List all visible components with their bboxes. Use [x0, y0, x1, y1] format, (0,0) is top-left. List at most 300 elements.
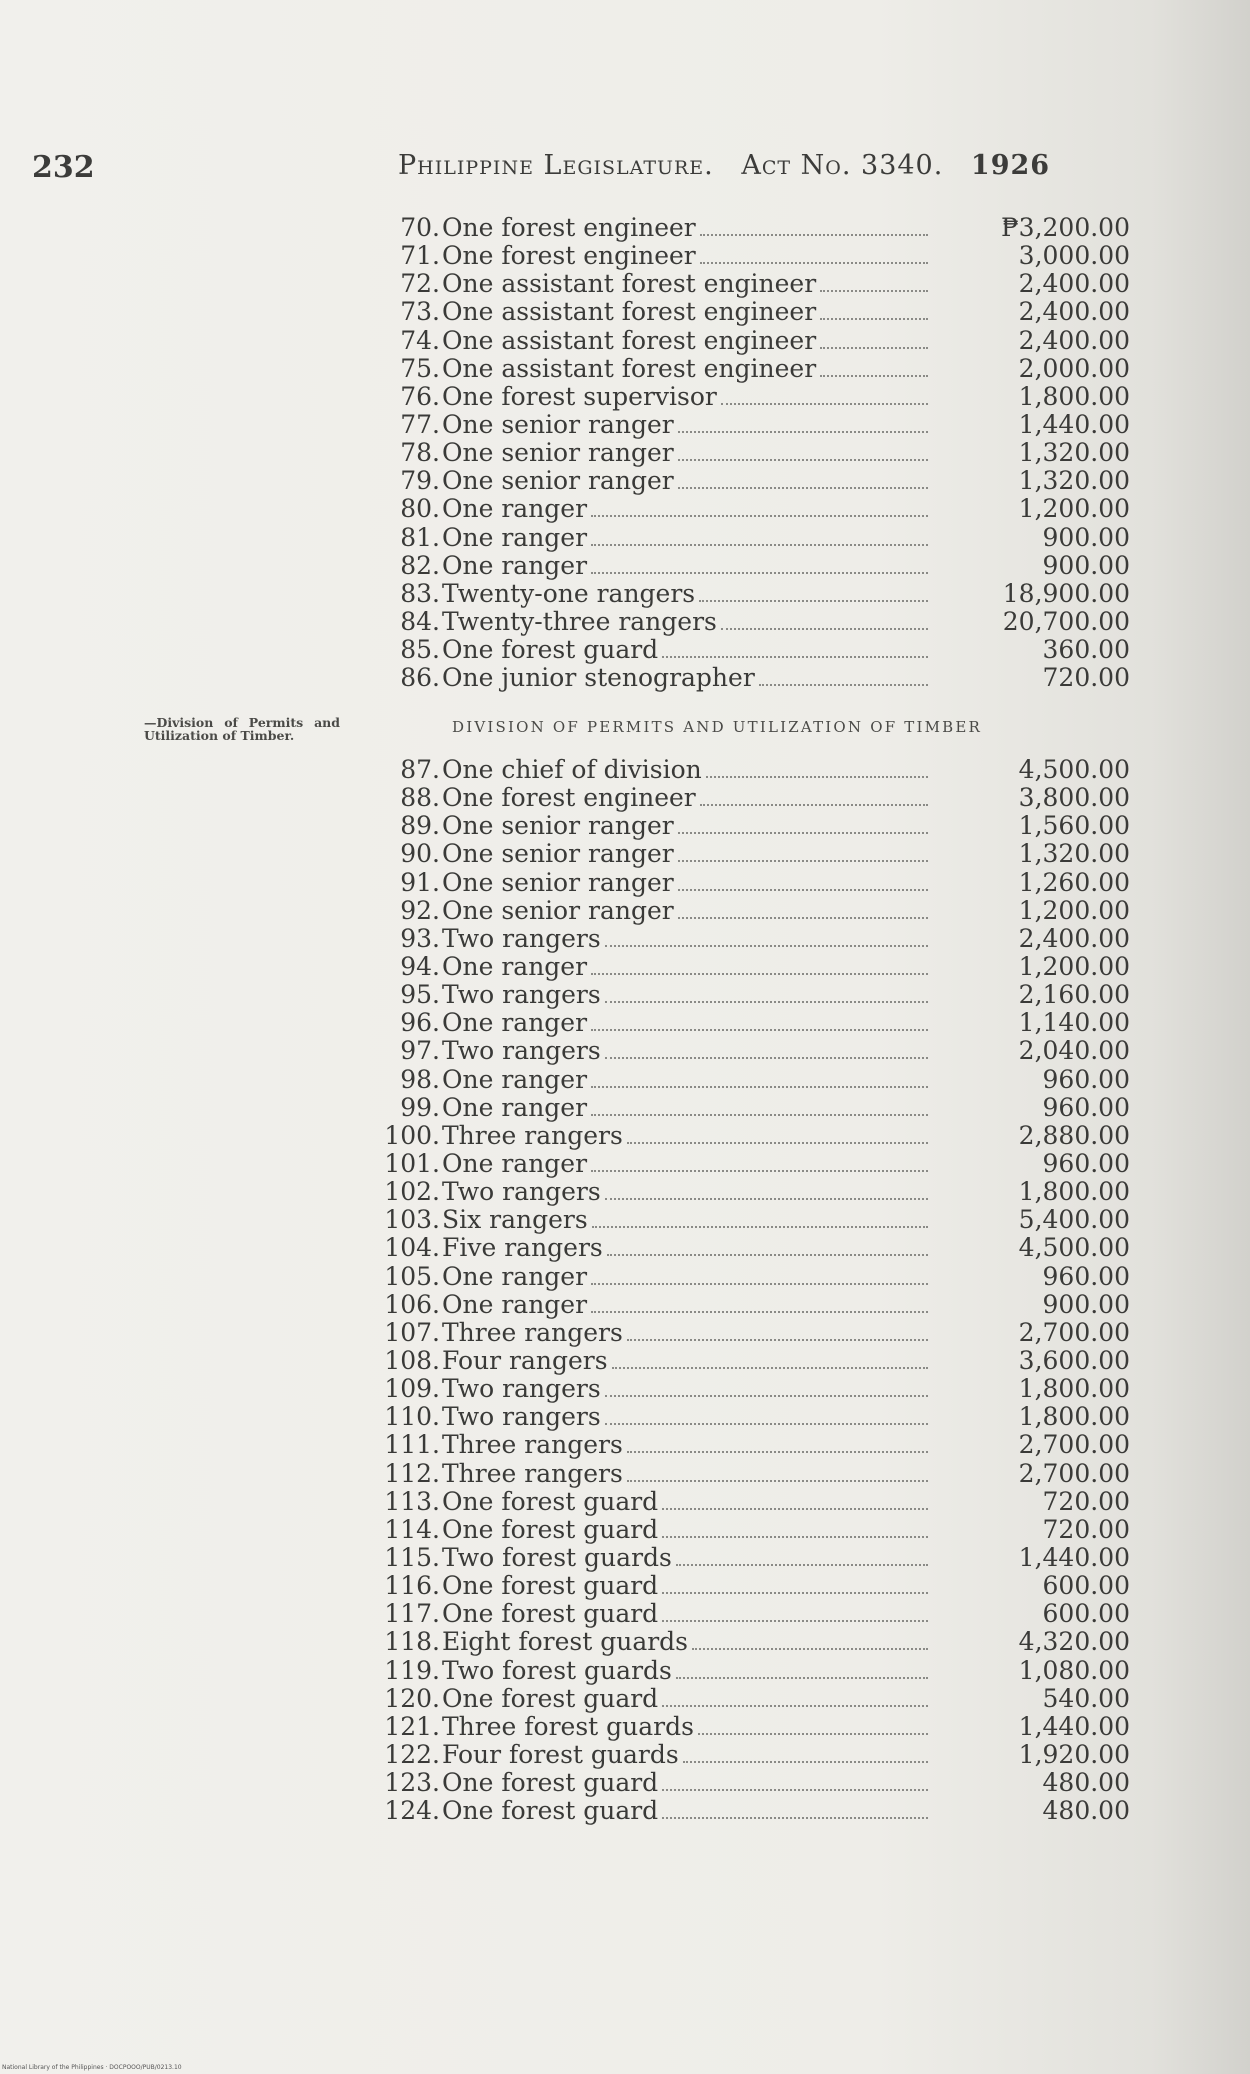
- item-amount: 2,400.00: [1018, 269, 1130, 299]
- item-number: 83.: [400, 578, 440, 608]
- item-number: 120.: [384, 1683, 440, 1713]
- item-amount: 2,400.00: [1018, 325, 1130, 355]
- item-description: Two rangers: [442, 1375, 601, 1404]
- item-amount: 1,800.00: [1018, 1177, 1130, 1207]
- item-description: One assistant forest engineer: [442, 326, 817, 355]
- dot-leader: [591, 1029, 928, 1031]
- item-amount: 600.00: [1042, 1571, 1130, 1601]
- item-description: Three rangers: [442, 1431, 623, 1460]
- item-description-wrapper: [442, 1009, 932, 1037]
- item-description-wrapper: [442, 756, 932, 784]
- running-head-act: Act No. 3340.: [741, 150, 944, 181]
- item-description-wrapper: [442, 1544, 932, 1572]
- item-description: Six rangers: [442, 1206, 588, 1235]
- dot-leader: [759, 684, 928, 686]
- item-number: 112.: [384, 1458, 440, 1488]
- dot-leader: [607, 1254, 928, 1256]
- item-description: One forest guard: [442, 1515, 659, 1544]
- item-description-wrapper: [442, 524, 932, 552]
- item-description-wrapper: [442, 1263, 932, 1291]
- dot-leader: [591, 515, 928, 517]
- item-number: 94.: [400, 951, 440, 981]
- item-amount: 900.00: [1042, 550, 1130, 580]
- item-number: 102.: [384, 1177, 440, 1207]
- list-item: [370, 1769, 1130, 1797]
- item-amount: 2,160.00: [1018, 980, 1130, 1010]
- item-description: One ranger: [442, 1290, 588, 1319]
- running-head-title: Philippine Legislature.: [398, 150, 714, 181]
- appropriation-list-permits-division: [370, 756, 1130, 1825]
- item-description: Two forest guards: [442, 1656, 672, 1685]
- list-item: [370, 467, 1130, 495]
- dot-leader: [662, 1508, 928, 1510]
- item-number: 72.: [400, 269, 440, 299]
- dot-leader: [820, 290, 928, 292]
- item-description-wrapper: [442, 298, 932, 326]
- item-description: One senior ranger: [442, 868, 674, 897]
- dot-leader: [605, 1198, 928, 1200]
- item-number: 107.: [384, 1317, 440, 1347]
- item-amount: 18,900.00: [1002, 578, 1130, 608]
- item-amount: 2,880.00: [1018, 1120, 1130, 1150]
- item-amount: ₱3,200.00: [1001, 213, 1130, 242]
- item-description: One forest guard: [442, 1600, 659, 1629]
- dot-leader: [721, 403, 928, 405]
- dot-leader: [700, 262, 928, 264]
- dot-leader: [605, 1423, 928, 1425]
- item-description-wrapper: [442, 1066, 932, 1094]
- item-amount: 2,700.00: [1018, 1430, 1130, 1460]
- item-description: One forest guard: [442, 1684, 659, 1713]
- list-item: [370, 1291, 1130, 1319]
- dot-leader: [662, 1620, 928, 1622]
- item-description: One ranger: [442, 1149, 588, 1178]
- item-amount: 900.00: [1042, 522, 1130, 552]
- item-number: 93.: [400, 923, 440, 953]
- list-item: [370, 1066, 1130, 1094]
- dot-leader: [820, 375, 928, 377]
- list-item: [370, 214, 1130, 242]
- item-description-wrapper: [442, 242, 932, 270]
- dot-leader: [591, 1283, 928, 1285]
- item-number: 113.: [384, 1486, 440, 1516]
- item-number: 90.: [400, 839, 440, 869]
- item-amount: 600.00: [1042, 1599, 1130, 1629]
- item-description-wrapper: [442, 812, 932, 840]
- dot-leader: [820, 318, 928, 320]
- item-number: 108.: [384, 1345, 440, 1375]
- item-number: 124.: [384, 1796, 440, 1826]
- item-description-wrapper: [442, 1797, 932, 1825]
- dot-leader: [591, 544, 928, 546]
- item-number: 97.: [400, 1036, 440, 1066]
- list-item: [370, 608, 1130, 636]
- item-amount: 1,320.00: [1018, 438, 1130, 468]
- dot-leader: [678, 431, 928, 433]
- dot-leader: [592, 1226, 928, 1228]
- item-amount: 1,440.00: [1018, 1711, 1130, 1741]
- item-amount: 1,200.00: [1018, 494, 1130, 524]
- dot-leader: [662, 1536, 928, 1538]
- item-number: 115.: [384, 1542, 440, 1572]
- item-amount: 1,140.00: [1018, 1008, 1130, 1038]
- item-description: One senior ranger: [442, 896, 674, 925]
- item-description: One assistant forest engineer: [442, 354, 817, 383]
- item-number: 81.: [400, 522, 440, 552]
- item-number: 78.: [400, 438, 440, 468]
- item-description-wrapper: [442, 636, 932, 664]
- item-description: One forest guard: [442, 1572, 659, 1601]
- dot-leader: [678, 832, 928, 834]
- item-number: 99.: [400, 1092, 440, 1122]
- item-description: Two rangers: [442, 924, 601, 953]
- item-amount: 1,320.00: [1018, 466, 1130, 496]
- item-amount: 2,400.00: [1018, 297, 1130, 327]
- list-item: [370, 1488, 1130, 1516]
- item-description: Two rangers: [442, 1403, 601, 1432]
- item-description: One forest supervisor: [442, 382, 717, 411]
- list-item: [370, 1347, 1130, 1375]
- list-item: [370, 270, 1130, 298]
- item-amount: 1,800.00: [1018, 1402, 1130, 1432]
- item-description-wrapper: [442, 1516, 932, 1544]
- item-description: Four rangers: [442, 1346, 608, 1375]
- item-description: One chief of division: [442, 756, 702, 784]
- list-item: [370, 897, 1130, 925]
- list-item: [370, 756, 1130, 784]
- item-description: One ranger: [442, 1065, 588, 1094]
- item-number: 96.: [400, 1008, 440, 1038]
- list-item: [370, 1741, 1130, 1769]
- item-number: 74.: [400, 325, 440, 355]
- item-amount: 20,700.00: [1002, 606, 1130, 636]
- dot-leader: [678, 889, 928, 891]
- item-amount: 1,440.00: [1018, 409, 1130, 439]
- item-description-wrapper: [442, 467, 932, 495]
- item-number: 86.: [400, 663, 440, 693]
- item-description-wrapper: [442, 214, 932, 242]
- dot-leader: [706, 776, 928, 778]
- list-item: [370, 925, 1130, 953]
- item-description-wrapper: [442, 981, 932, 1009]
- list-item: [370, 1375, 1130, 1403]
- item-description: Two rangers: [442, 1037, 601, 1066]
- item-description: Three forest guards: [442, 1712, 694, 1741]
- item-description-wrapper: [442, 1094, 932, 1122]
- item-description: Three rangers: [442, 1459, 623, 1488]
- item-description: One assistant forest engineer: [442, 298, 817, 327]
- dot-leader: [591, 1170, 928, 1172]
- list-item: [370, 869, 1130, 897]
- running-head: [398, 150, 1050, 181]
- item-amount: 5,400.00: [1018, 1205, 1130, 1235]
- list-item: [370, 1037, 1130, 1065]
- list-item: [370, 1797, 1130, 1825]
- dot-leader: [605, 1395, 928, 1397]
- item-description: One ranger: [442, 1009, 588, 1038]
- item-amount: 540.00: [1042, 1683, 1130, 1713]
- item-description-wrapper: [442, 270, 932, 298]
- list-item: [370, 1319, 1130, 1347]
- item-amount: 960.00: [1042, 1092, 1130, 1122]
- item-amount: 720.00: [1042, 663, 1130, 693]
- item-number: 101.: [384, 1148, 440, 1178]
- item-number: 105.: [384, 1261, 440, 1291]
- item-description-wrapper: [442, 1431, 932, 1459]
- list-item: [370, 242, 1130, 270]
- item-description-wrapper: [442, 869, 932, 897]
- item-description: Two rangers: [442, 981, 601, 1010]
- dot-leader: [662, 1705, 928, 1707]
- list-item: [370, 1122, 1130, 1150]
- list-item: [370, 1178, 1130, 1206]
- dot-leader: [662, 1789, 928, 1791]
- item-description-wrapper: [442, 1403, 932, 1431]
- list-item: [370, 784, 1130, 812]
- item-number: 100.: [384, 1120, 440, 1150]
- item-description-wrapper: [442, 1206, 932, 1234]
- item-description-wrapper: [442, 664, 932, 692]
- list-item: [370, 664, 1130, 692]
- item-description-wrapper: [442, 383, 932, 411]
- item-amount: 480.00: [1042, 1768, 1130, 1798]
- list-item: [370, 524, 1130, 552]
- item-description-wrapper: [442, 1769, 932, 1797]
- list-item: [370, 1403, 1130, 1431]
- item-number: 80.: [400, 494, 440, 524]
- item-description-wrapper: [442, 1600, 932, 1628]
- dot-leader: [591, 1086, 928, 1088]
- item-description-wrapper: [442, 897, 932, 925]
- list-item: [370, 1572, 1130, 1600]
- dot-leader: [627, 1142, 928, 1144]
- list-item: [370, 636, 1130, 664]
- item-amount: 1,440.00: [1018, 1542, 1130, 1572]
- dot-leader: [700, 234, 928, 236]
- item-number: 118.: [384, 1627, 440, 1657]
- item-number: 76.: [400, 381, 440, 411]
- item-amount: 2,000.00: [1018, 353, 1130, 383]
- item-amount: 4,320.00: [1018, 1627, 1130, 1657]
- item-amount: 360.00: [1042, 635, 1130, 665]
- item-amount: 1,800.00: [1018, 1374, 1130, 1404]
- list-item: [370, 439, 1130, 467]
- item-description-wrapper: [442, 953, 932, 981]
- item-description: One ranger: [442, 495, 588, 524]
- dot-leader: [591, 1311, 928, 1313]
- list-item: [370, 298, 1130, 326]
- list-item: [370, 981, 1130, 1009]
- item-description: One forest engineer: [442, 214, 696, 242]
- list-item: [370, 1263, 1130, 1291]
- list-item: [370, 1094, 1130, 1122]
- item-description-wrapper: [442, 495, 932, 523]
- list-item: [370, 552, 1130, 580]
- item-number: 110.: [384, 1402, 440, 1432]
- dot-leader: [676, 1677, 928, 1679]
- item-number: 88.: [400, 783, 440, 813]
- item-amount: 1,320.00: [1018, 839, 1130, 869]
- item-amount: 4,500.00: [1018, 1233, 1130, 1263]
- item-number: 117.: [384, 1599, 440, 1629]
- item-amount: 2,400.00: [1018, 923, 1130, 953]
- item-amount: 960.00: [1042, 1064, 1130, 1094]
- item-description: Eight forest guards: [442, 1628, 689, 1657]
- item-description-wrapper: [442, 1657, 932, 1685]
- dot-leader: [692, 1648, 928, 1650]
- item-description: Two rangers: [442, 1178, 601, 1207]
- dot-leader: [591, 973, 928, 975]
- list-item: [370, 411, 1130, 439]
- item-description: One ranger: [442, 952, 588, 981]
- dot-leader: [721, 628, 928, 630]
- dot-leader: [678, 917, 928, 919]
- item-number: 75.: [400, 353, 440, 383]
- item-description: One senior ranger: [442, 410, 674, 439]
- item-amount: 3,600.00: [1018, 1345, 1130, 1375]
- list-item: [370, 355, 1130, 383]
- dot-leader: [612, 1367, 928, 1369]
- item-description: Five rangers: [442, 1234, 603, 1263]
- item-description-wrapper: [442, 1488, 932, 1516]
- item-amount: 480.00: [1042, 1796, 1130, 1826]
- item-number: 119.: [384, 1655, 440, 1685]
- dot-leader: [700, 804, 928, 806]
- item-description-wrapper: [442, 1713, 932, 1741]
- dot-leader: [678, 487, 928, 489]
- item-description-wrapper: [442, 411, 932, 439]
- dot-leader: [678, 860, 928, 862]
- item-description-wrapper: [442, 1234, 932, 1262]
- item-description-wrapper: [442, 1122, 932, 1150]
- dot-leader: [683, 1761, 928, 1763]
- item-description: One forest guard: [442, 1797, 659, 1826]
- page-number: 232: [32, 150, 95, 185]
- item-description: Four forest guards: [442, 1740, 679, 1769]
- list-item: [370, 1600, 1130, 1628]
- item-description: One forest engineer: [442, 242, 696, 271]
- item-number: 70.: [400, 213, 440, 242]
- item-amount: 1,920.00: [1018, 1739, 1130, 1769]
- item-amount: 720.00: [1042, 1486, 1130, 1516]
- dot-leader: [605, 945, 928, 947]
- item-number: 87.: [400, 755, 440, 784]
- item-description-wrapper: [442, 1178, 932, 1206]
- dot-leader: [591, 1114, 928, 1116]
- item-amount: 2,040.00: [1018, 1036, 1130, 1066]
- list-item: [370, 1685, 1130, 1713]
- item-description: Twenty-three rangers: [442, 607, 717, 636]
- item-amount: 1,200.00: [1018, 951, 1130, 981]
- item-description-wrapper: [442, 1319, 932, 1347]
- item-amount: 1,080.00: [1018, 1655, 1130, 1685]
- list-item: [370, 1713, 1130, 1741]
- item-number: 106.: [384, 1289, 440, 1319]
- dot-leader: [678, 459, 928, 461]
- dot-leader: [605, 1001, 928, 1003]
- appropriation-list-continued: [370, 214, 1130, 692]
- list-item: [370, 580, 1130, 608]
- item-description-wrapper: [442, 1150, 932, 1178]
- item-number: 123.: [384, 1768, 440, 1798]
- item-amount: 960.00: [1042, 1148, 1130, 1178]
- item-number: 111.: [384, 1430, 440, 1460]
- item-description: One senior ranger: [442, 467, 674, 496]
- dot-leader: [627, 1339, 928, 1341]
- list-item: [370, 1544, 1130, 1572]
- dot-leader: [699, 600, 928, 602]
- item-amount: 2,700.00: [1018, 1458, 1130, 1488]
- item-description: One senior ranger: [442, 840, 674, 869]
- item-number: 91.: [400, 867, 440, 897]
- dot-leader: [591, 572, 928, 574]
- item-description-wrapper: [442, 784, 932, 812]
- running-head-year: 1926: [970, 150, 1051, 181]
- dot-leader: [662, 1817, 928, 1819]
- item-number: 92.: [400, 895, 440, 925]
- item-description: Three rangers: [442, 1318, 623, 1347]
- item-amount: 1,800.00: [1018, 381, 1130, 411]
- item-amount: 4,500.00: [1018, 755, 1130, 784]
- item-description: One ranger: [442, 1093, 588, 1122]
- dot-leader: [627, 1451, 928, 1453]
- item-description-wrapper: [442, 1291, 932, 1319]
- item-description-wrapper: [442, 1741, 932, 1769]
- item-description: One forest engineer: [442, 784, 696, 813]
- dot-leader: [820, 347, 928, 349]
- item-description-wrapper: [442, 1628, 932, 1656]
- item-number: 103.: [384, 1205, 440, 1235]
- item-number: 89.: [400, 811, 440, 841]
- list-item: [370, 383, 1130, 411]
- dot-leader: [662, 656, 928, 658]
- side-note: —Division of Permits and Utilization of Timber.: [144, 715, 340, 743]
- list-item: [370, 840, 1130, 868]
- item-description-wrapper: [442, 1460, 932, 1488]
- item-number: 114.: [384, 1514, 440, 1544]
- list-item: [370, 1431, 1130, 1459]
- item-description-wrapper: [442, 580, 932, 608]
- item-amount: 1,560.00: [1018, 811, 1130, 841]
- list-item: [370, 953, 1130, 981]
- dot-leader: [676, 1564, 928, 1566]
- item-description-wrapper: [442, 355, 932, 383]
- item-amount: 900.00: [1042, 1289, 1130, 1319]
- item-description: One forest guard: [442, 1769, 659, 1798]
- item-amount: 3,800.00: [1018, 783, 1130, 813]
- item-amount: 960.00: [1042, 1261, 1130, 1291]
- item-description-wrapper: [442, 840, 932, 868]
- item-description: One forest guard: [442, 636, 659, 665]
- item-amount: 1,260.00: [1018, 867, 1130, 897]
- item-number: 71.: [400, 241, 440, 271]
- list-item: [370, 1460, 1130, 1488]
- item-description-wrapper: [442, 1347, 932, 1375]
- item-description-wrapper: [442, 327, 932, 355]
- item-amount: 720.00: [1042, 1514, 1130, 1544]
- item-number: 104.: [384, 1233, 440, 1263]
- footer-credit: National Library of the Philippines · DOCPOOO/PUB/0213.10: [2, 2064, 182, 2071]
- item-number: 122.: [384, 1739, 440, 1769]
- item-number: 77.: [400, 409, 440, 439]
- item-amount: 1,200.00: [1018, 895, 1130, 925]
- item-description-wrapper: [442, 925, 932, 953]
- item-description-wrapper: [442, 1572, 932, 1600]
- item-description: One senior ranger: [442, 439, 674, 468]
- item-number: 109.: [384, 1374, 440, 1404]
- list-item: [370, 1150, 1130, 1178]
- item-number: 82.: [400, 550, 440, 580]
